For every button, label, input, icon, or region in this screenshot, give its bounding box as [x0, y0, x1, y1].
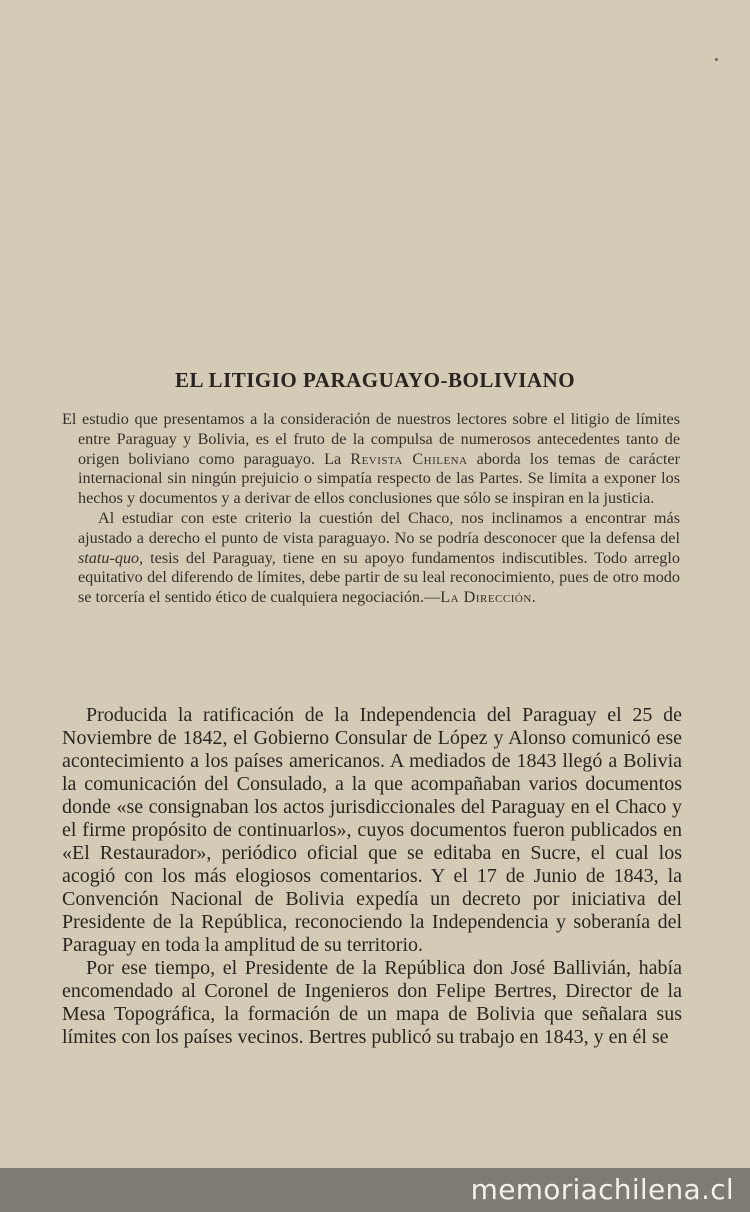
article-body [62, 704, 682, 1049]
body-paragraph-2: Por ese tiempo, el Presidente de la República don José Ballivián, había encomendado al Coronel de Ingenieros don Felipe Bertres, Director de la Mesa Topográfica, la formación de un mapa de Bolivia que señalara sus límites con los países vecinos. Bertres publicó su trabajo en 1843, y en él se [62, 957, 682, 1048]
footer-bar [0, 1168, 750, 1212]
brand-watermark[interactable]: memoriachilena.cl [470, 1173, 734, 1206]
page-mark [715, 58, 718, 61]
signature: La Dirección. [440, 588, 537, 607]
body-paragraph-1: Producida la ratificación de la Independencia del Paraguay el 25 de Noviembre de 1842, el Gobierno Consular de López y Alonso comunicó ese acontecimiento a los países americanos. A mediados de 1843 llegó a Bolivia la comunicación del Consulado, a la que acompañaban varios documentos donde «se consignaban los actos jurisdiccionales del Paraguay en el Chaco y el firme propósito de continuarlos», cuyos documentos fueron publicados en «El Restaurador», periódico oficial que se editaba en Sucre, el cual los acogió con los más elogiosos comentarios. Y el 17 de Junio de 1843, la Convención Nacional de Bolivia expedía un decreto por iniciativa del Presidente de la República, reconociendo la Independencia y soberanía del Paraguay en toda la amplitud de su territorio. [62, 704, 682, 956]
italic-term: statu-quo [78, 548, 140, 567]
editorial-note [62, 410, 680, 608]
journal-name: Revista Chilena [350, 449, 468, 468]
intro-paragraph-1: El estudio que presentamos a la consideración de nuestros lectores sobre el litigio de límites entre Paraguay y Bolivia, es el fruto de la compulsa de numerosos antecedentes tanto de origen boliviano como paraguayo. La Revista Chilena aborda los temas de carácter internacional sin ningún prejuicio o simpatía respecto de las Partes. Se limita a exponer los hechos y documentos y a derivar de ellos conclusiones que sólo se inspiran en la justicia. [62, 410, 681, 508]
intro-paragraph-2: Al estudiar con este criterio la cuestión del Chaco, nos inclinamos a encontrar más ajustado a derecho el punto de vista paraguayo. No se podría desconocer que la defensa del statu-quo, tesis del Paraguay, tiene en su apoyo fundamentos indiscutibles. Todo arreglo equitativo del diferendo de límites, debe partir de su leal reconocimiento, pues de otro modo se torcería el sentido ético de cualquiera negociación.—La Dirección. [78, 508, 680, 607]
article-title: EL LITIGIO PARAGUAYO-BOLIVIANO [174, 368, 576, 392]
